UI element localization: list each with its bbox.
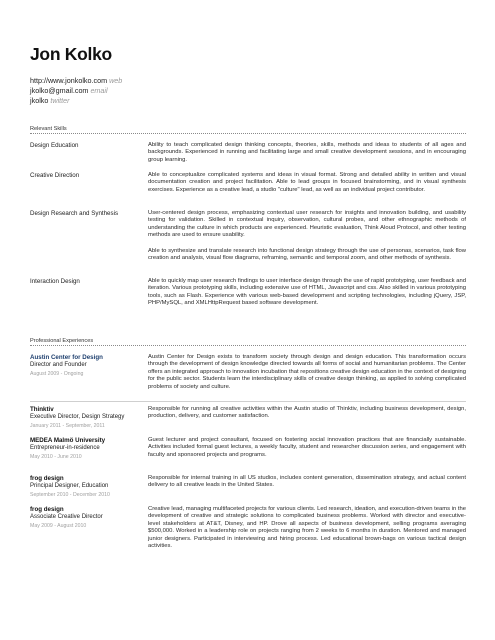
experience-role: Director and Founder (30, 362, 87, 368)
skill-description-design-research-1: User-centered design process, emphasizing contextual user research for insights and innovation building, and usability testing for validation. Skilled in contextual inquiry, observation, cultural probes, and other ethnographic methods of understanding the culture in which products are experienced. Heuristic evaluation, Think Aloud Protocol, and other testing methods are used to ensure usability. (148, 210, 466, 239)
experience-org: Thinktiv (30, 406, 54, 413)
experience-org: frog design (30, 506, 64, 513)
experience-dates: May 2010 - June 2010 (30, 454, 82, 460)
experience-role: Principal Designer, Education (30, 483, 109, 489)
experience-divider (30, 345, 466, 346)
experience-role: Associate Creative Director (30, 514, 103, 520)
experience-description: Responsible for running all creative activities within the Austin studio of Thinktiv, including business development, design, production, delivery, and customer satisfaction. (148, 406, 466, 420)
experience-org: MEDEA Malmö University (30, 437, 106, 444)
skill-description-interaction-design: Able to quickly map user research findings to user interface design through the use of rapid prototyping, user feedback and iteration. Various prototyping skills, including extensive use of HTML, Javascript and css. Also skilled in various prototyping tools, such as Flash. Experience with various web-based development and scripting technologies, including jQuery, JSP, PHP/MySQL, and XMLHttpRequest based software development. (148, 278, 466, 307)
experience-org: frog design (30, 475, 64, 482)
skill-label-creative-direction: Creative Direction (30, 172, 80, 179)
experience-description: Responsible for internal training in all US studios, includes content generation, dissemination strategy, and actual content delivery to all creative leads in the United States. (148, 475, 466, 489)
experience-description: Creative lead, managing multifaceted projects for various clients. Led research, ideation, and execution-driven teams in the development of creative and strategic solutions to complicated business problems. Worked with director and executive-level stakeholders at AT&T, Disney, and HP. Drove all aspects of business development, selling programs averaging $500,000. Worked in a leadership role on projects ranging from 2 weeks to 6 months in duration. Mentored and managed junior designers. Participated in interviewing and hiring process. Led educational brown-bags on various tactical design activities. (148, 506, 466, 550)
contact-web (30, 76, 122, 85)
experience-description: Guest lecturer and project consultant, focused on fostering social innovation practices that are financially sustainable. Activities included formal guest lectures, a weekly faculty, student and researcher discussion series, and engagement with faculty and sponsored projects and programs. (148, 437, 466, 458)
skills-section-title: Relevant Skills (30, 126, 67, 132)
contact-web-value[interactable]: http://www.jonkolko.com (30, 76, 108, 85)
experience-dates: May 2009 - August 2010 (30, 523, 87, 529)
skills-divider (30, 133, 466, 134)
contact-email (30, 86, 108, 95)
experience-section-title: Professional Experiences (30, 338, 94, 344)
skill-description-creative-direction: Able to conceptualize complicated systems and ideas in visual format. Strong and detailed ability in written and visual documentation creation and project facilitation. Able to lead groups in focused brainstorming, and in visual synthesis exercises. Experience as a creative lead, a studio "culture" lead, as well as an individual project contributor. (148, 172, 466, 193)
skill-label-interaction-design: Interaction Design (30, 278, 80, 285)
skill-description-design-research-2: Able to synthesize and translate research into functional design strategy through the use of personas, scenarios, task flow creation and analysis, visual flow diagrams, reframing, semantic and temporal zoom, and other methods of synthesis. (148, 248, 466, 262)
skill-label-design-education: Design Education (30, 142, 79, 149)
page-title: Jon Kolko (30, 44, 112, 64)
contact-email-tag: email (90, 86, 108, 95)
contact-twitter-tag: twitter (50, 96, 70, 105)
contact-twitter-value[interactable]: jkolko (30, 96, 49, 105)
experience-dates: September 2010 - December 2010 (30, 492, 110, 498)
contact-email-value[interactable]: jkolko@gmail.com (30, 86, 89, 95)
experience-dates: August 2009 - Ongoing (30, 371, 84, 377)
experience-dates: January 2011 - September, 2011 (30, 423, 105, 429)
experience-description: Austin Center for Design exists to transform society through design and design education. This transformation occurs through the development of design knowledge directed towards all forms of social and humanitarian problems. The Center offers an integrated approach to innovation incubation that repositions creative design education in the context of designing for the public sector. Students learn the interdisciplinary skills of creative design thinking, as applied to solving complicated problems of society and culture. (148, 354, 466, 390)
contact-web-tag: web (109, 76, 123, 85)
experience-org: Austin Center for Design (30, 354, 103, 361)
contact-twitter (30, 96, 70, 105)
skill-label-design-research: Design Research and Synthesis (30, 210, 119, 217)
experience-role: Executive Director, Design Strategy (30, 414, 125, 420)
skill-description-design-education: Ability to teach complicated design thinking concepts, theories, skills, methods and ideas to students of all ages and backgrounds. Experienced in running and facilitating large and small creative development sessions, and in encouraging group learning. (148, 142, 466, 163)
experience-separator (30, 401, 466, 402)
experience-role: Entrepreneur-in-residence (30, 445, 100, 451)
